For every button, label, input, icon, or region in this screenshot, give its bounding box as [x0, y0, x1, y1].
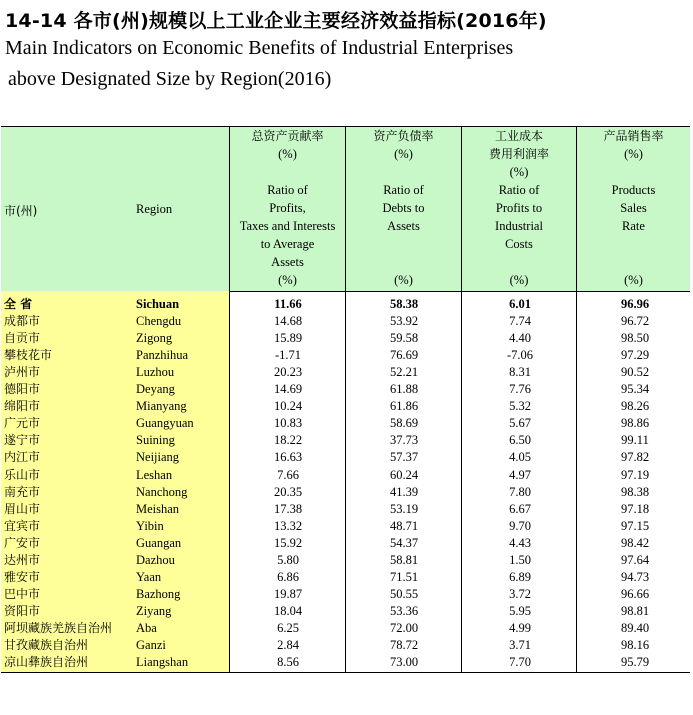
col-title-en: Costs: [505, 237, 533, 251]
cell-sales-rate: 97.18: [620, 501, 650, 516]
col-unit-bottom: (%): [509, 273, 529, 287]
table-row-total: [1, 296, 690, 313]
col-title-en: to Average: [260, 237, 315, 251]
col-title-cn: 费用利润率: [488, 147, 549, 161]
cell-profit-ratio: 19.87: [273, 586, 303, 601]
cell-cost-profit-ratio: 3.72: [509, 586, 531, 601]
cell-city-cn: 南充市: [4, 484, 41, 499]
page-title-en-line2: above Designated Size by Region(2016): [8, 68, 332, 90]
cell-profit-ratio: 8.56: [277, 655, 299, 670]
cell-debt-ratio: 54.37: [389, 535, 419, 550]
cell-profit-ratio: 16.63: [273, 450, 303, 465]
cell-sales-rate: 96.66: [620, 586, 650, 601]
cell-debt-ratio: 61.88: [389, 382, 419, 397]
table-row: [1, 518, 690, 535]
table-row: [1, 467, 690, 484]
cell-profit-ratio: 6.86: [277, 569, 299, 584]
cell-profit-ratio: 18.22: [273, 433, 303, 448]
header-region-label: Region: [136, 202, 173, 216]
cell-cost-profit-ratio: 6.67: [509, 501, 531, 516]
cell-profit-ratio: 13.32: [273, 518, 303, 533]
col-title-en: Ratio of: [498, 183, 540, 197]
col-title-en: Assets: [387, 219, 420, 233]
cell-sales-rate: 96.96: [620, 297, 650, 311]
page-title-en-line1: Main Indicators on Economic Benefits of Industrial Enterprises: [5, 37, 514, 59]
table-row: [1, 569, 690, 586]
col-unit-top: (%): [278, 147, 297, 161]
cell-debt-ratio: 58.81: [389, 552, 419, 567]
table-row: [1, 347, 690, 364]
cell-region-en: Panzhihua: [136, 348, 189, 363]
col-title-en: Debts to: [382, 201, 425, 215]
cell-profit-ratio: -1.71: [274, 348, 302, 363]
cell-debt-ratio: 73.00: [389, 655, 419, 670]
table-row: [1, 432, 690, 449]
cell-cost-profit-ratio: 8.31: [509, 365, 531, 380]
cell-city-cn: 达州市: [4, 552, 41, 567]
cell-city-cn: 德阳市: [4, 382, 41, 397]
cell-city-cn: 成都市: [4, 314, 41, 329]
cell-sales-rate: 99.11: [621, 433, 649, 448]
col-title-cn: 资产负债率: [373, 129, 434, 143]
cell-city-cn: 遂宁市: [4, 433, 41, 448]
cell-profit-ratio: 10.83: [273, 416, 303, 431]
cell-city-cn: 宜宾市: [4, 518, 41, 533]
cell-debt-ratio: 52.21: [389, 365, 419, 380]
cell-region-en: Ziyang: [136, 603, 172, 618]
cell-region-en: Nanchong: [136, 484, 188, 499]
cell-cost-profit-ratio: 6.01: [509, 297, 531, 311]
col-title-en: Industrial: [495, 219, 543, 233]
cell-profit-ratio: 15.92: [273, 535, 303, 550]
cell-cost-profit-ratio: 4.05: [509, 450, 531, 465]
cell-debt-ratio: 41.39: [389, 484, 419, 499]
cell-city-cn: 攀枝花市: [4, 348, 53, 363]
cell-sales-rate: 98.81: [620, 603, 650, 618]
table-row: [1, 381, 690, 398]
header-col-cost-profit-ratio: [462, 127, 576, 289]
cell-debt-ratio: 72.00: [389, 620, 419, 635]
table-header: [1, 126, 690, 292]
table-row: [1, 620, 690, 637]
table-row: [1, 364, 690, 381]
cell-city-cn: 眉山市: [4, 501, 41, 516]
cell-cost-profit-ratio: 7.74: [509, 314, 531, 329]
cell-cost-profit-ratio: 5.67: [509, 416, 531, 431]
cell-profit-ratio: 17.38: [273, 501, 303, 516]
cell-debt-ratio: 53.19: [389, 501, 419, 516]
cell-region-en: Aba: [136, 620, 157, 635]
cell-sales-rate: 97.29: [620, 348, 650, 363]
cell-sales-rate: 98.42: [620, 535, 650, 550]
table-row: [1, 637, 690, 654]
cell-region-en: Luzhou: [136, 365, 175, 380]
cell-sales-rate: 90.52: [620, 365, 650, 380]
col-title-cn: 工业成本: [494, 129, 543, 143]
col-title-en: Profits,: [269, 201, 306, 215]
cell-region-en: Dazhou: [136, 552, 175, 567]
cell-cost-profit-ratio: -7.06: [506, 348, 534, 363]
cell-region-en: Meishan: [136, 501, 180, 516]
col-title-en: Ratio of: [383, 183, 424, 197]
cell-region-en: Suining: [136, 433, 175, 448]
col-title-en: Assets: [271, 255, 304, 269]
cell-profit-ratio: 14.69: [273, 382, 303, 397]
table-row: [1, 415, 690, 432]
col-unit-bottom: (%): [394, 273, 413, 287]
cell-profit-ratio: 15.89: [273, 331, 303, 346]
header-city-label: 市(州): [4, 204, 38, 218]
cell-profit-ratio: 18.04: [273, 603, 303, 618]
cell-cost-profit-ratio: 1.50: [509, 552, 531, 567]
cell-sales-rate: 95.79: [620, 655, 650, 670]
table-row: [1, 552, 690, 569]
cell-region-en: Sichuan: [136, 297, 180, 311]
cell-profit-ratio: 20.23: [273, 365, 303, 380]
col-title-en: Products: [611, 183, 656, 197]
col-title-en: Sales: [620, 201, 647, 215]
page-title-cn: 14-14 各市(州)规模以上工业企业主要经济效益指标(2016年): [5, 10, 547, 32]
col-title-cn: 产品销售率: [603, 129, 664, 143]
cell-region-en: Bazhong: [136, 586, 181, 601]
col-unit-top: (%): [624, 147, 643, 161]
cell-profit-ratio: 10.24: [273, 399, 303, 414]
cell-profit-ratio: 11.66: [274, 297, 302, 311]
cell-city-cn: 巴中市: [4, 586, 41, 601]
cell-region-en: Mianyang: [136, 399, 187, 414]
cell-sales-rate: 98.16: [620, 638, 650, 652]
cell-region-en: Yibin: [136, 518, 164, 533]
cell-region-en: Chengdu: [136, 314, 182, 329]
cell-region-en: Guangan: [136, 535, 182, 550]
cell-region-en: Leshan: [136, 467, 173, 482]
col-title-en: Taxes and Interests: [239, 219, 336, 233]
cell-debt-ratio: 60.24: [389, 467, 419, 482]
cell-city-cn: 内江市: [4, 450, 41, 465]
cell-debt-ratio: 53.36: [389, 603, 419, 618]
cell-city-cn: 全 省: [4, 297, 33, 311]
cell-sales-rate: 89.40: [620, 620, 650, 635]
cell-region-en: Ganzi: [136, 638, 166, 652]
cell-profit-ratio: 5.80: [277, 552, 299, 567]
cell-debt-ratio: 37.73: [389, 433, 419, 448]
header-col-sales-rate: [577, 127, 690, 289]
cell-cost-profit-ratio: 4.97: [509, 467, 531, 482]
col-title-cn: 总资产贡献率: [251, 129, 324, 143]
cell-cost-profit-ratio: 4.40: [509, 331, 531, 346]
table-row: [1, 484, 690, 501]
cell-profit-ratio: 20.35: [273, 484, 303, 499]
cell-sales-rate: 98.50: [620, 331, 650, 346]
table-row: [1, 398, 690, 415]
cell-debt-ratio: 48.71: [389, 518, 419, 533]
table-bottom-border: [1, 672, 690, 673]
cell-sales-rate: 97.19: [620, 467, 650, 482]
col-unit-top: (%): [394, 147, 413, 161]
cell-region-en: Zigong: [136, 331, 173, 346]
cell-debt-ratio: 50.55: [389, 586, 419, 601]
cell-sales-rate: 94.73: [620, 569, 650, 584]
cell-region-en: Liangshan: [136, 655, 189, 670]
cell-profit-ratio: 2.84: [277, 638, 299, 652]
cell-debt-ratio: 76.69: [389, 348, 419, 363]
table-row: [1, 449, 690, 466]
cell-cost-profit-ratio: 4.43: [509, 535, 531, 550]
header-col-debt-ratio: [346, 127, 461, 289]
cell-sales-rate: 95.34: [620, 382, 650, 397]
cell-cost-profit-ratio: 7.80: [509, 484, 531, 499]
cell-sales-rate: 98.38: [620, 484, 650, 499]
cell-region-en: Yaan: [136, 569, 162, 584]
cell-sales-rate: 96.72: [620, 314, 650, 329]
cell-profit-ratio: 14.68: [273, 314, 303, 329]
cell-debt-ratio: 58.38: [389, 297, 419, 311]
cell-cost-profit-ratio: 9.70: [509, 518, 531, 533]
cell-city-cn: 绵阳市: [4, 399, 41, 414]
cell-city-cn: 凉山彝族自治州: [4, 655, 89, 670]
cell-debt-ratio: 59.58: [389, 331, 419, 346]
cell-city-cn: 资阳市: [4, 603, 41, 618]
col-title-en: Profits to: [495, 201, 543, 215]
cell-city-cn: 广元市: [4, 416, 41, 431]
cell-cost-profit-ratio: 7.76: [509, 382, 531, 397]
cell-debt-ratio: 71.51: [389, 569, 419, 584]
cell-cost-profit-ratio: 4.99: [509, 620, 531, 635]
cell-sales-rate: 97.15: [620, 518, 650, 533]
cell-city-cn: 广安市: [4, 535, 41, 550]
cell-debt-ratio: 53.92: [389, 314, 419, 329]
table-row: [1, 586, 690, 603]
cell-debt-ratio: 58.69: [389, 416, 419, 431]
cell-profit-ratio: 7.66: [277, 467, 299, 482]
cell-cost-profit-ratio: 7.70: [509, 655, 531, 670]
cell-debt-ratio: 57.37: [389, 450, 419, 465]
cell-sales-rate: 97.64: [620, 552, 650, 567]
cell-cost-profit-ratio: 6.89: [509, 569, 531, 584]
cell-region-en: Neijiang: [136, 450, 180, 465]
cell-city-cn: 乐山市: [4, 467, 41, 482]
table-row: [1, 501, 690, 518]
col-title-en: Ratio of: [267, 183, 308, 197]
table-row: [1, 603, 690, 620]
cell-cost-profit-ratio: 3.71: [509, 638, 531, 652]
cell-city-cn: 雅安市: [4, 569, 41, 584]
cell-city-cn: 阿坝藏族羌族自治州: [4, 620, 113, 635]
table-row: [1, 654, 690, 671]
cell-region-en: Guangyuan: [136, 416, 194, 431]
table-row: [1, 535, 690, 552]
cell-profit-ratio: 6.25: [277, 620, 299, 635]
cell-region-en: Deyang: [136, 382, 175, 397]
header-col-profit-ratio: [230, 127, 345, 289]
table-row: [1, 313, 690, 330]
cell-sales-rate: 98.86: [620, 416, 650, 431]
col-unit-top: (%): [509, 165, 529, 179]
cell-debt-ratio: 78.72: [389, 638, 419, 652]
col-unit-bottom: (%): [624, 273, 643, 287]
cell-city-cn: 泸州市: [4, 365, 41, 380]
cell-cost-profit-ratio: 5.95: [509, 603, 531, 618]
cell-cost-profit-ratio: 5.32: [509, 399, 531, 414]
cell-sales-rate: 98.26: [620, 399, 650, 414]
cell-city-cn: 自贡市: [4, 331, 41, 346]
table-row: [1, 330, 690, 347]
cell-city-cn: 甘孜藏族自治州: [4, 638, 89, 652]
col-unit-bottom: (%): [278, 273, 297, 287]
col-title-en: Rate: [622, 219, 645, 233]
cell-cost-profit-ratio: 6.50: [509, 433, 531, 448]
cell-debt-ratio: 61.86: [389, 399, 419, 414]
cell-sales-rate: 97.82: [620, 450, 650, 465]
